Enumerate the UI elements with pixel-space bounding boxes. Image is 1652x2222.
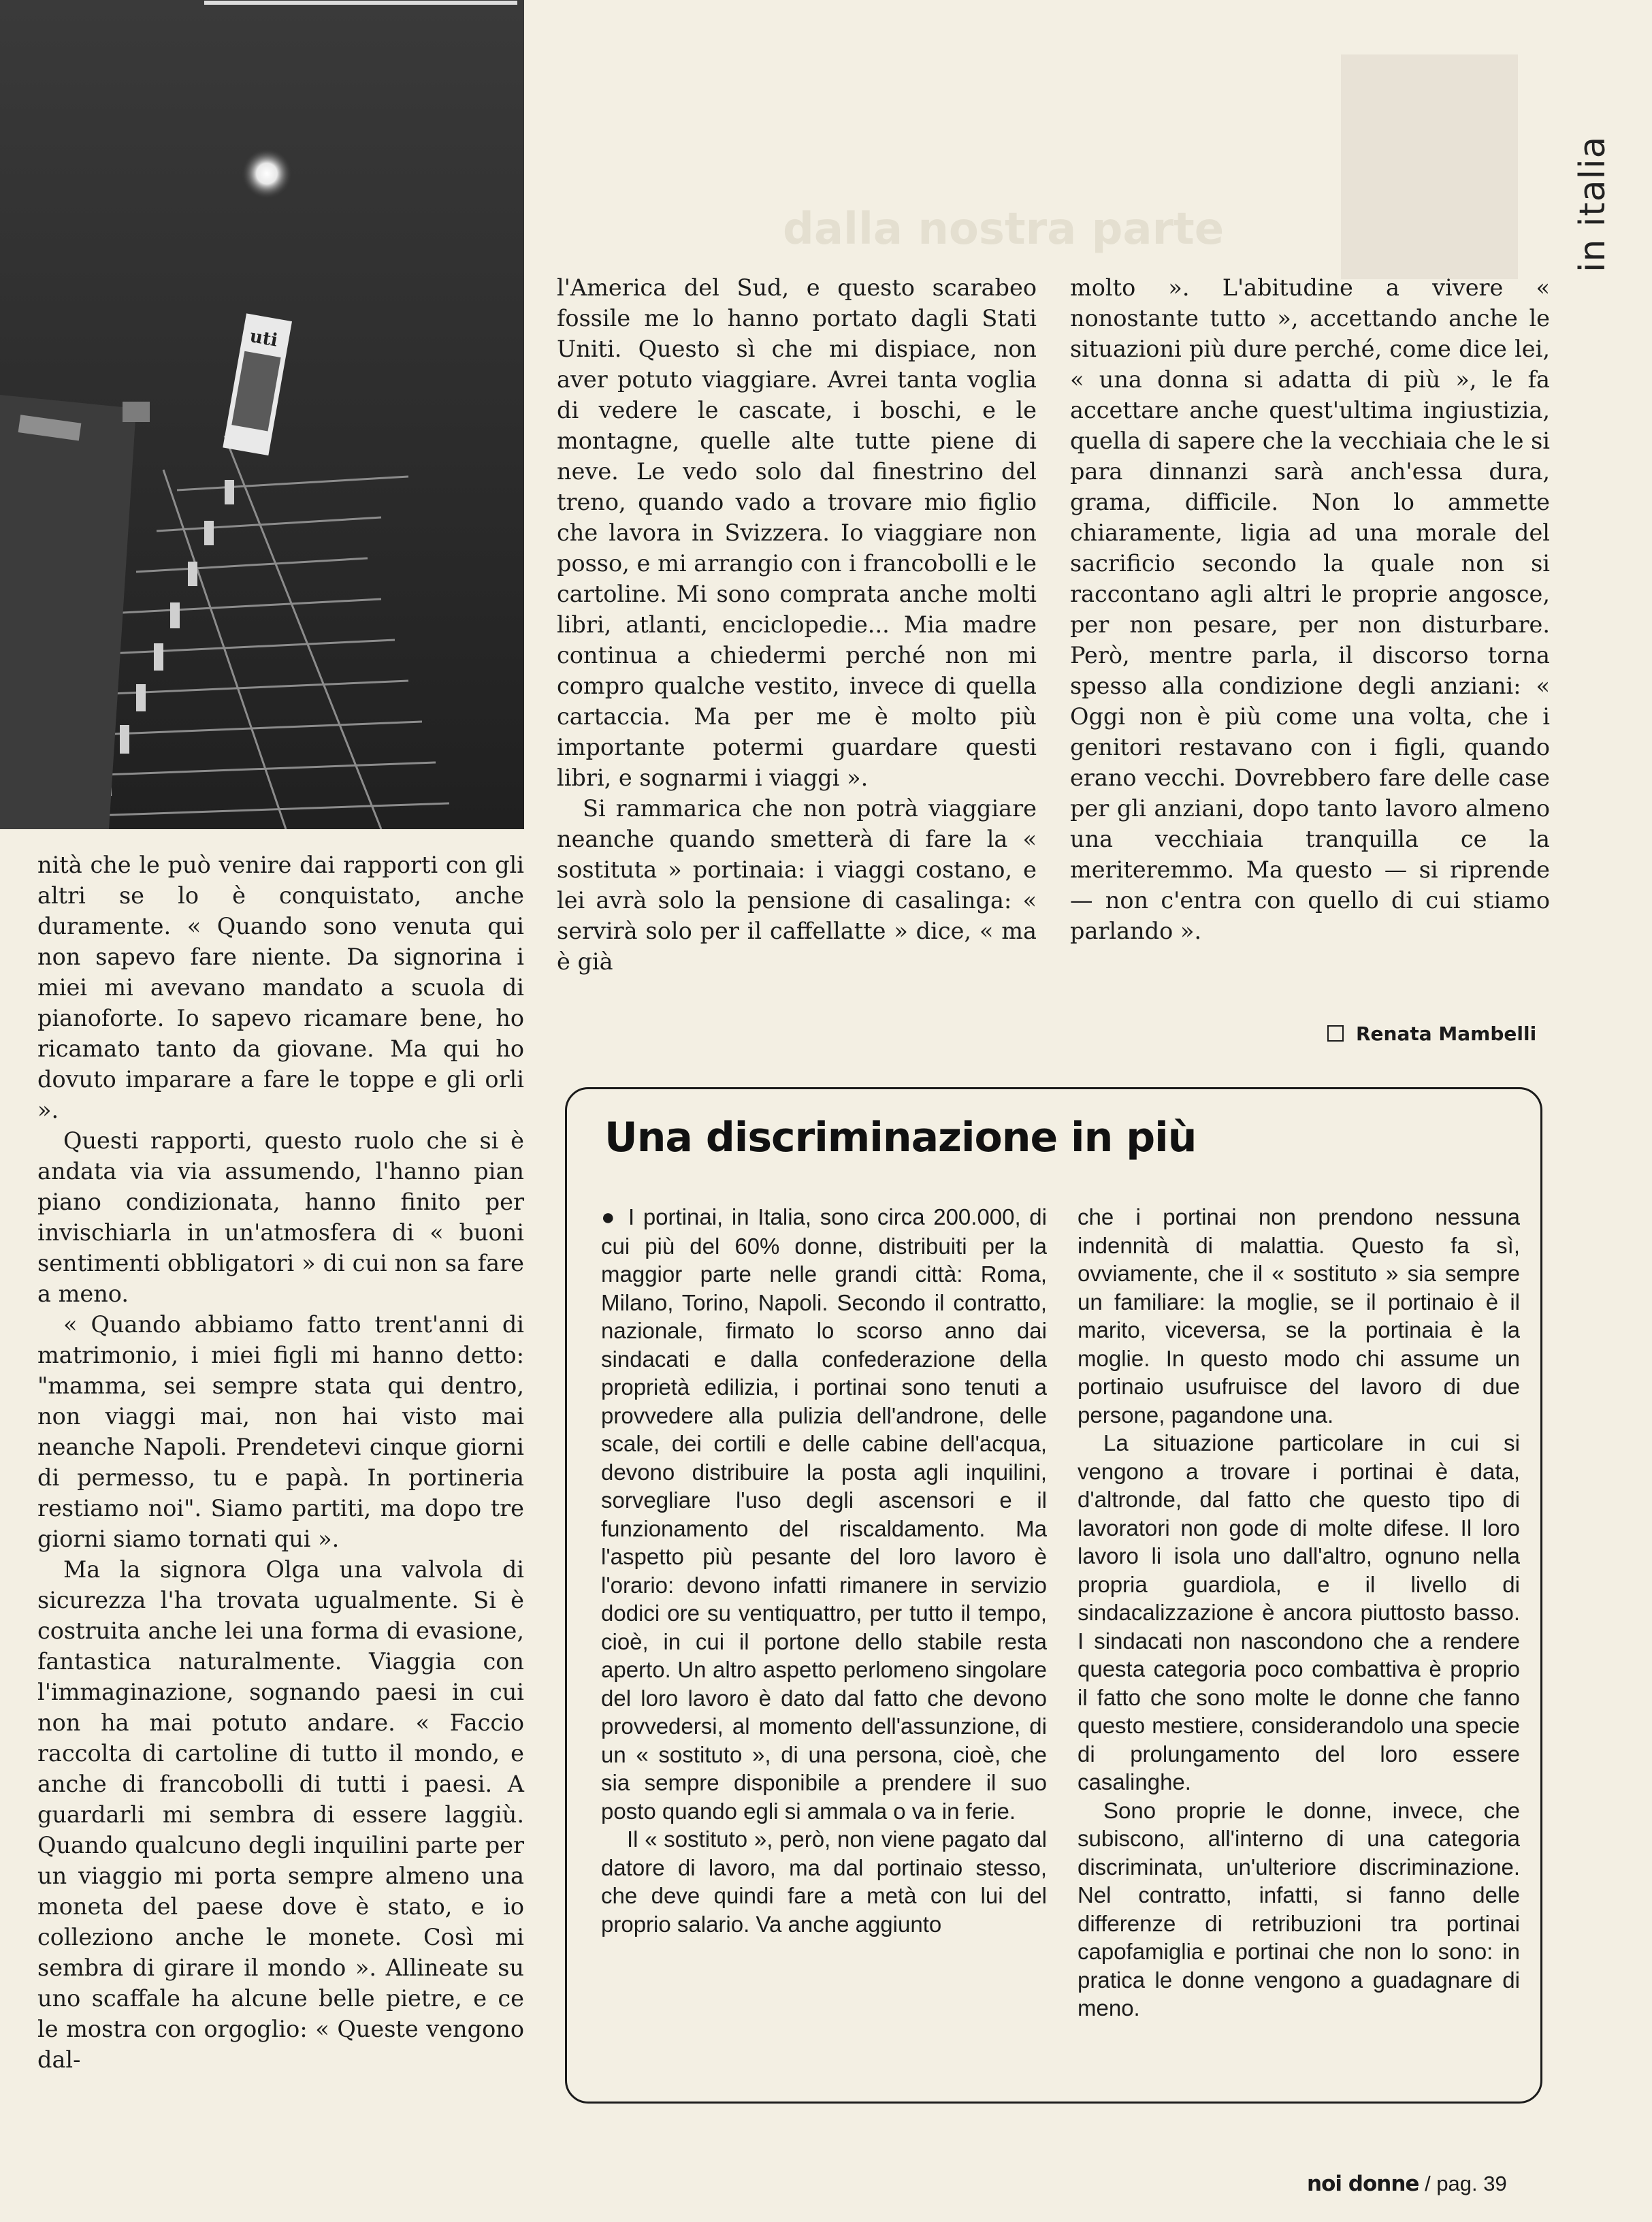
sidebar-title: Una discriminazione in più bbox=[604, 1114, 1197, 1161]
square-bullet-icon bbox=[1327, 1025, 1344, 1042]
page-number: pag. 39 bbox=[1436, 2172, 1507, 2195]
article-column-3 bbox=[1070, 272, 1550, 946]
paragraph: Questi rapporti, questo ruolo che si è andata via via assumendo, l'hanno pian piano condizionata, hanno finito per invischiarla in un'atmosfera di « buoni sentimenti obbligatori » di cui non sa fare a meno. bbox=[37, 1127, 524, 1307]
paragraph: l'America del Sud, e questo scarabeo fossile me lo hanno portato dagli Stati Uniti. Questo sì che mi dispiace, non aver potuto viaggiare. Avrei tanta voglia di vedere le cascate, i boschi, e le montagne, quelle alte tutte piene di neve. Le vedo solo dal finestrino del treno, quando vado a trovare mio figlio che lavora in Svizzera. Io viaggiare non posso, e mi arrangio con i francobolli e le cartoline. Mi sono comprata anche molti libri, atlanti, enciclopedie... Mia madre continua a chiedermi perché non mi compro qualche vestito, invece di quella cartaccia. Ma per me è molto più importante potermi guardare questi libri, e sognarmi i viaggi ». bbox=[557, 274, 1037, 791]
bleed-through-block bbox=[1341, 54, 1518, 279]
author-byline bbox=[1327, 1023, 1536, 1045]
sidebar-box bbox=[565, 1087, 1542, 2104]
paragraph: molto ». L'abitudine a vivere « nonostante tutto », accettando anche le situazioni più dure perché, come dice lei, « una donna si adatta di più », le fa accettare anche quest'ultima ingiustizia, quella di sapere che la vecchiaia che le si para dinnanzi sarà anch'essa dura, grama, difficile. Non lo ammette chiaramente, ligia ad una morale del sacrificio secondo la quale non si raccontano agli altri le proprie angosce, per non pesare, per non disturbare. Però, mentre parla, il discorso torna spesso alla condizione degli anziani: « Oggi non è più come una volta, che i genitori restavano con i figli, quando erano vecchi. Dovrebbero fare delle case per gli anziani, dopo tanto lavoro almeno una vecchiaia tranquilla ce la meriteremmo. Ma questo — si riprende — non c'entra con quello di cui stiamo parlando ». bbox=[1070, 274, 1550, 944]
paragraph: Il « sostituto », però, non viene pagato dal datore di lavoro, ma dal portinaio stesso, che deve quindi fare a metà con lui del proprio salario. Va anche aggiunto bbox=[601, 1826, 1047, 1937]
paragraph: Ma la signora Olga una valvola di sicurezza l'ha trovata ugualmente. Si è costruita anche lei una forma di evasione, fantastica naturalmente. Viaggia con l'immaginazione, sognando paesi in cui non ha mai potuto andare. « Faccio raccolta di cartoline di tutto il mondo, e anche di francobolli di tutti i paesi. A guardarli mi sembra di essere laggiù. Quando qualcuno degli inquilini parte per un viaggio mi porta sempre almeno una moneta del paese dove è stato, e io colleziono anche le monete. Così mi sembra di girare il mondo ». Allineate su uno scaffale ha alcune belle pietre, e ce le mostra con orgoglio: « Queste vengono dal- bbox=[37, 1556, 524, 2073]
paragraph-text: I portinai, in Italia, sono circa 200.000, di cui più del 60% donne, distribuiti per la maggior parte nelle grandi città: Roma, Milano, Torino, Napoli. Secondo il contratto, nazionale, firmato lo scorso anno dai sindacati e dalla confederazione della proprietà edilizia, i portinai sono tenuti a provvedere alla pulizia dell'androne, delle scale, dei cortili e delle cabine dell'acqua, devono distribuire la posta agli inquilini, sorvegliare l'uso degli ascensori e il funzionamento del riscaldamento. Ma l'aspetto più pesante del loro lavoro è l'orario: devono infatti rimanere in servizio dodici ore su ventiquattro, per tutto il tempo, cioè, in cui il portone dello stabile resta aperto. Un altro aspetto perlomeno singolare del loro lavoro è dato dal fatto che devono provvedersi, al momento dell'assunzione, di un « sostituto », di una persona, cioè, che sia sempre disponibile a prendere il suo posto quando egli si ammala o va in ferie. bbox=[601, 1204, 1047, 1824]
footer-separator: / bbox=[1425, 2172, 1431, 2195]
paragraph: che i portinai non prendono nessuna indennità di malattia. Questo fa sì, ovviamente, che il « sostituto » sia sempre un familiare: la moglie, se il portinaio è il marito, viceversa, se la portinaia è la moglie. In questo modo chi assume un portinaio usufruisce del lavoro di due persone, pagandone una. bbox=[1078, 1204, 1520, 1428]
photo-staircase bbox=[0, 0, 524, 829]
paragraph bbox=[601, 1203, 1047, 1825]
newspaper-caption: uti bbox=[248, 326, 280, 351]
article-column-1 bbox=[37, 850, 524, 2075]
page-footer bbox=[1307, 2172, 1507, 2196]
paragraph: Sono proprie le donne, invece, che subiscono, all'interno di una categoria discriminata, un'ulteriore discriminazione. Nel contratto, infatti, si fanno delle differenze di retribuzioni tra portinai capofamiglia e portinai che non lo sono: in pratica le donne vengono a guadagnare di meno. bbox=[1078, 1797, 1520, 2020]
photo-illustration bbox=[0, 0, 524, 829]
section-label: in italia bbox=[1572, 135, 1613, 272]
bullet-dot-icon: ● bbox=[601, 1204, 618, 1230]
paragraph: La situazione particolare in cui si vengono a trovare i portinai è data, d'altronde, dal fatto che questo tipo di lavoratori non gode di molte difese. Il loro lavoro li isola uno dall'altro, ognuno nella propria guardiola, e il livello di sindacalizzazione è ancora piuttosto basso. I sindacati non nascondono che a rendere questa categoria poco combattiva è proprio il fatto che sono molte le donne che fanno questo mestiere, considerandolo una specie di prolungamento del loro essere casalinghe. bbox=[1078, 1430, 1520, 1794]
article-column-2 bbox=[557, 272, 1037, 977]
paragraph: nità che le può venire dai rapporti con gli altri se lo è conquistato, anche duramente. « Quando sono venuta qui non sapevo fare niente. Da signorina i miei mi avevano mandato a scuola di pianoforte. Io sapevo ricamare bene, ho ricamato tanto da giovane. Ma qui ho dovuto imparare a fare le toppe e gli orli ». bbox=[37, 852, 524, 1123]
author-name: Renata Mambelli bbox=[1356, 1023, 1537, 1045]
magazine-name: noi donne bbox=[1307, 2172, 1419, 2196]
bleed-through-heading: dalla nostra parte bbox=[783, 204, 1225, 255]
paragraph: « Quando abbiamo fatto trent'anni di matrimonio, i miei figli mi hanno detto: "mamma, sei sempre stata qui dentro, non viaggi mai, non hai visto mai neanche Napoli. Prendetevi cinque giorni di permesso, tu e papà. In portineria restiamo noi". Siamo partiti, ma dopo tre giorni siamo tornati qui ». bbox=[37, 1311, 524, 1552]
sidebar-column-2 bbox=[1078, 1203, 1520, 2023]
paragraph: Si rammarica che non potrà viaggiare neanche quando smetterà di fare la « sostituta » portinaia: i viaggi costano, e lei avrà solo la pensione di casalinga: « servirà solo per il caffellatte » dice, « ma è già bbox=[557, 795, 1037, 975]
sidebar-column-1 bbox=[601, 1203, 1047, 1938]
